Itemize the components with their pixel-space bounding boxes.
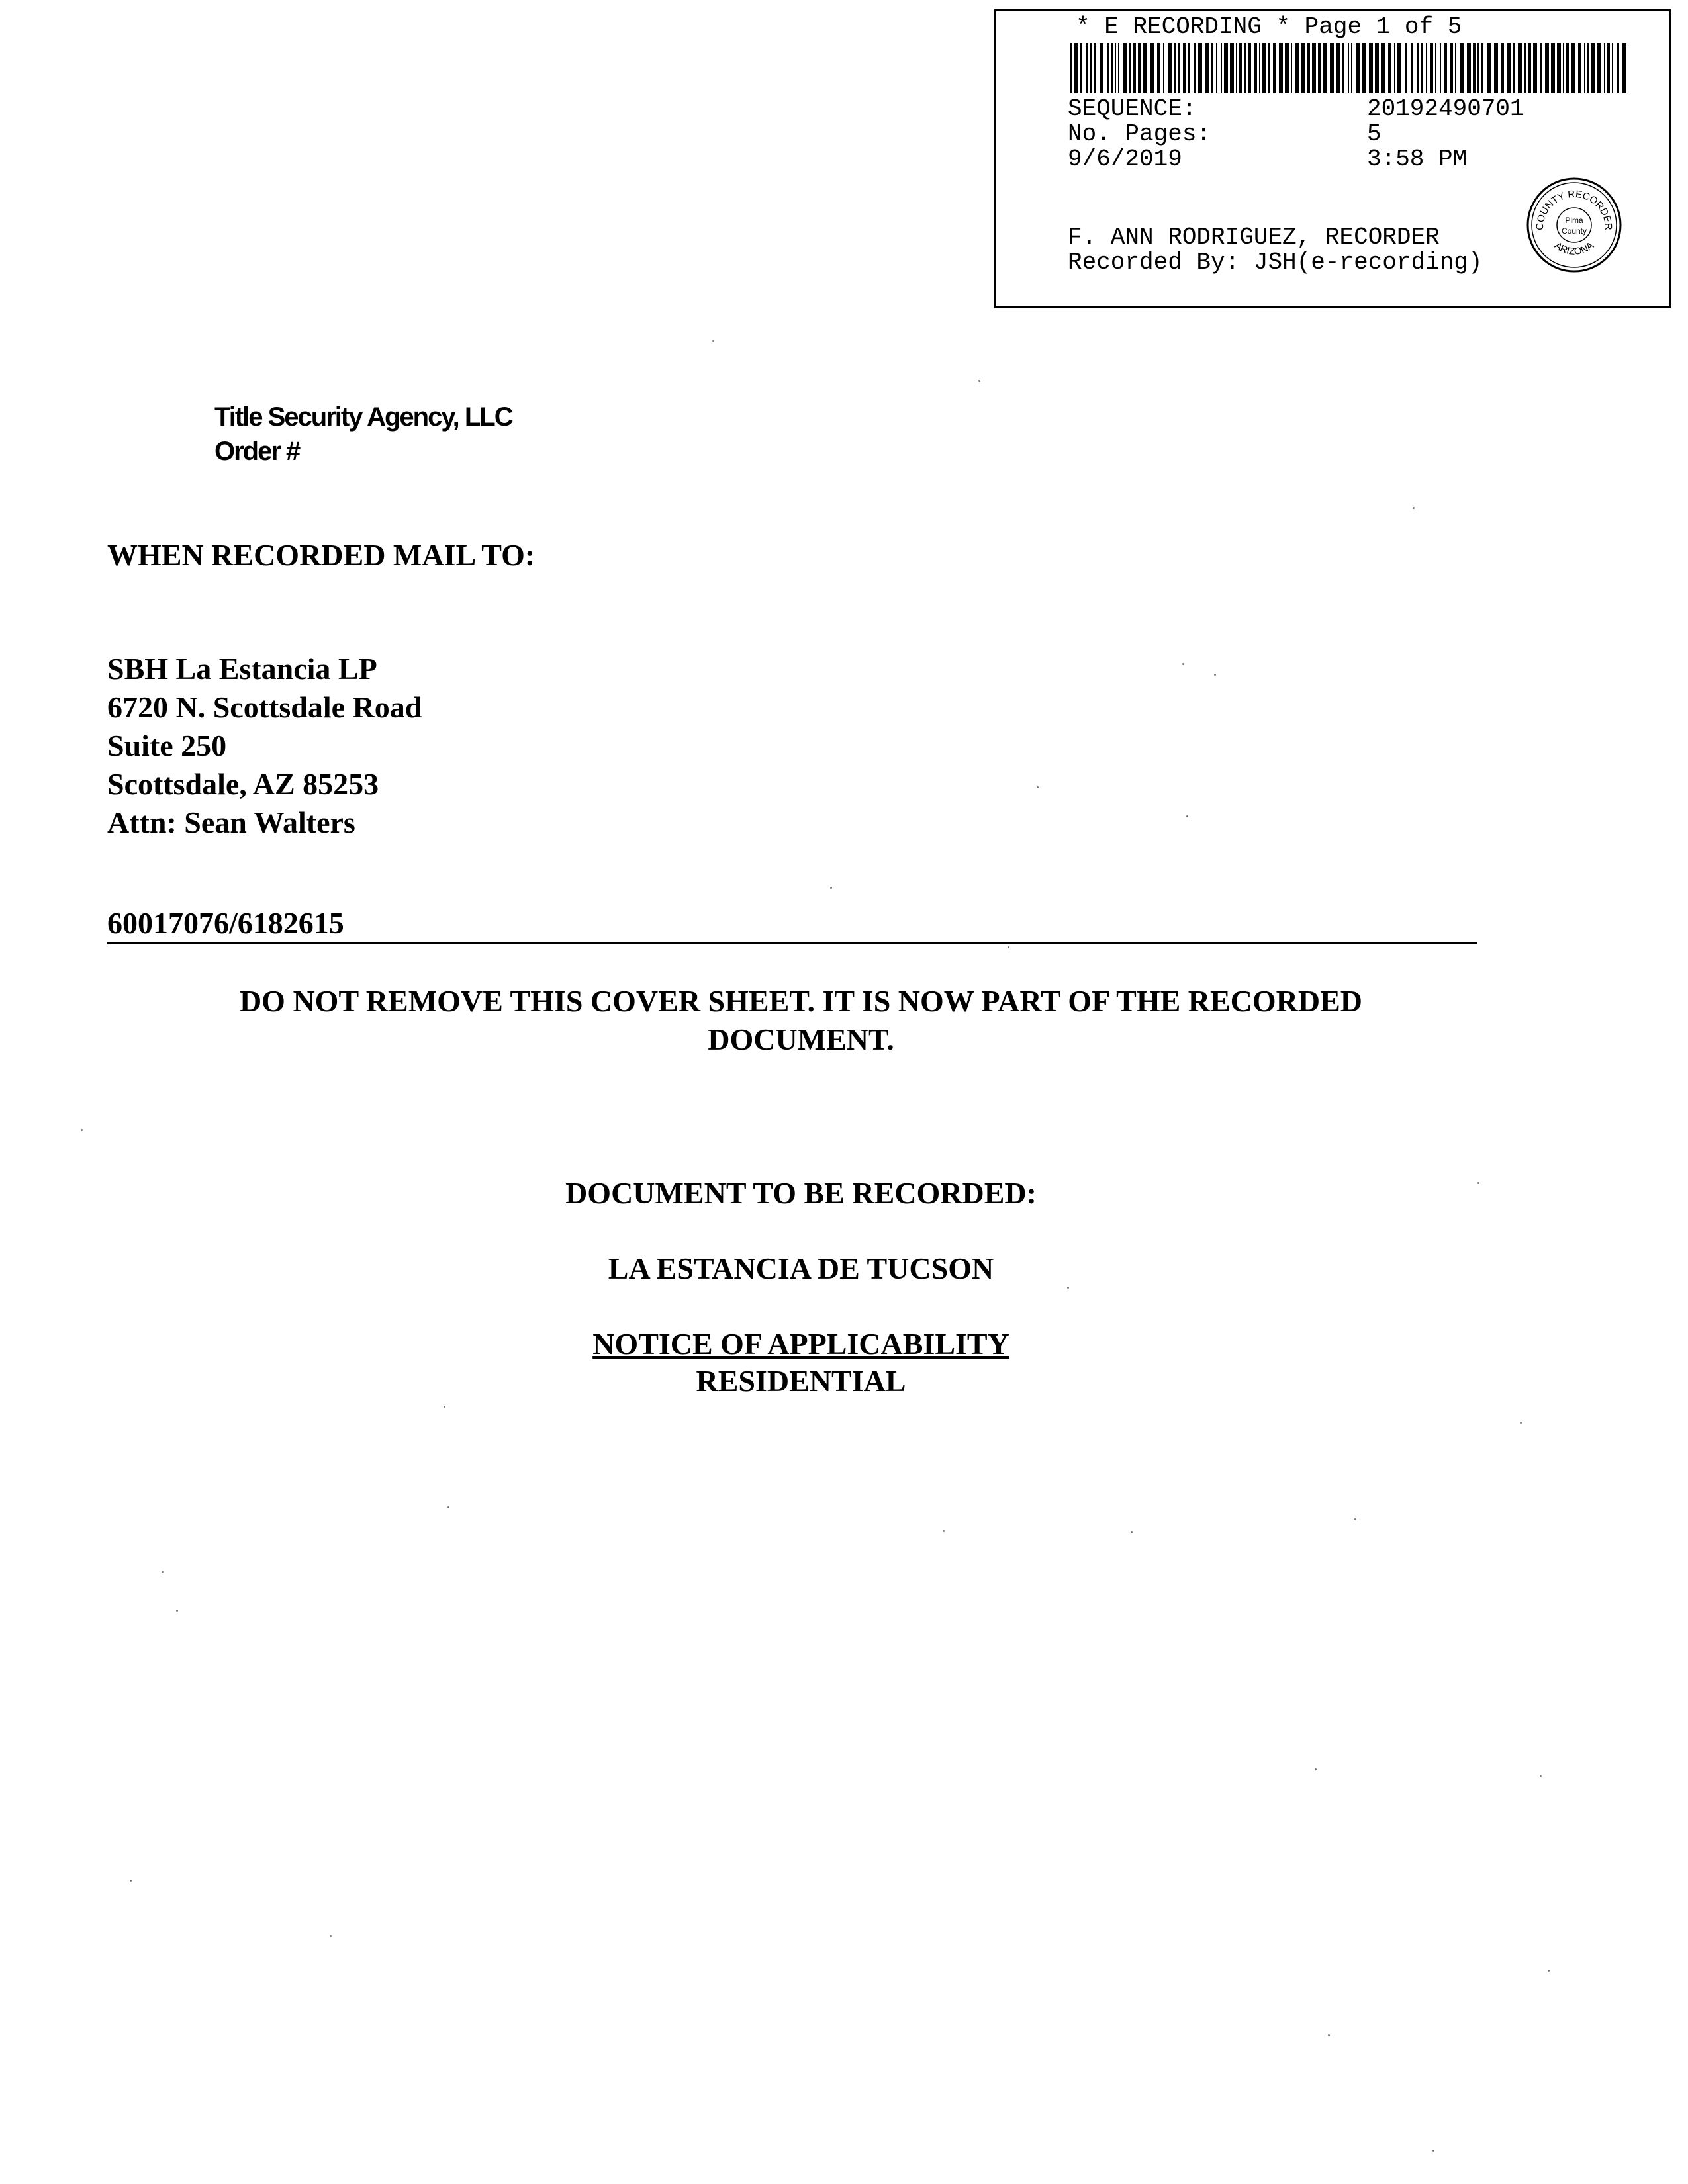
- scan-speck: [978, 380, 980, 382]
- barcode-bar: [1513, 43, 1515, 93]
- barcode-bar: [1473, 43, 1476, 93]
- barcode-bar: [1183, 43, 1186, 93]
- scan-speck: [1214, 674, 1216, 676]
- barcode-bar: [1111, 43, 1113, 93]
- barcode-bar: [1421, 43, 1423, 93]
- barcode-bar: [1070, 43, 1072, 93]
- barcode-bar: [1198, 43, 1202, 93]
- barcode-bar: [1455, 43, 1456, 93]
- scan-speck: [1540, 1775, 1542, 1777]
- barcode-bar: [1259, 43, 1260, 93]
- scan-speck: [162, 1571, 164, 1573]
- barcode-bar: [1578, 43, 1581, 93]
- document-title: NOTICE OF APPLICABILITY: [592, 1327, 1009, 1361]
- notice-line-1: DO NOT REMOVE THIS COVER SHEET. IT IS NOW PART OF THE RECORDED: [239, 984, 1363, 1018]
- sequence-value: 20192490701: [1367, 95, 1524, 122]
- barcode-bar: [1426, 43, 1427, 93]
- barcode-bar: [1411, 43, 1413, 93]
- barcode-bar: [1551, 43, 1555, 93]
- barcode-bar: [1417, 43, 1419, 93]
- barcode-bar: [1342, 43, 1344, 93]
- barcode-bar: [1138, 43, 1141, 93]
- barcode-bar: [1591, 43, 1595, 93]
- barcode-bar: [1440, 43, 1441, 93]
- barcode-bar: [1444, 43, 1447, 93]
- barcode-bar: [1494, 43, 1498, 93]
- county-recorder-seal: [1524, 175, 1624, 275]
- order-number: 60017076/6182615: [107, 906, 344, 940]
- document-heading: DOCUMENT TO BE RECORDED:: [565, 1176, 1037, 1210]
- mail-to-heading: WHEN RECORDED MAIL TO:: [107, 538, 536, 572]
- scan-speck: [1413, 507, 1415, 509]
- barcode-bar: [1362, 43, 1366, 93]
- barcode-bar: [1216, 43, 1217, 93]
- barcode-bar: [1557, 43, 1561, 93]
- barcode-bar: [1467, 43, 1471, 93]
- barcode-bar: [1604, 43, 1605, 93]
- agency-name: Title Security Agency, LLC: [214, 402, 512, 432]
- barcode-bar: [1168, 43, 1172, 93]
- barcode-bar: [1622, 43, 1626, 93]
- document-subtitle: RESIDENTIAL: [696, 1364, 906, 1398]
- barcode-bar: [1074, 43, 1078, 93]
- barcode-bar: [1211, 43, 1213, 93]
- seal-top-text: COUNTY RECORDER: [1534, 188, 1615, 231]
- scan-speck: [1520, 1422, 1522, 1424]
- recorder-name: F. ANN RODRIGUEZ, RECORDER: [1068, 224, 1440, 251]
- barcode-bar: [1174, 43, 1176, 93]
- barcode-bar: [1224, 43, 1228, 93]
- scan-speck: [1182, 663, 1184, 665]
- mail-to-line: Scottsdale, AZ 85253: [107, 767, 379, 801]
- barcode-bar: [1254, 43, 1257, 93]
- barcode-bar: [1143, 43, 1147, 93]
- agency-order: Order #: [214, 437, 300, 466]
- barcode-bar: [1268, 43, 1270, 93]
- barcode-bar: [1285, 43, 1289, 93]
- barcode-bar: [1528, 43, 1531, 93]
- barcode-bar: [1100, 43, 1103, 93]
- barcode-bar: [1507, 43, 1511, 93]
- barcode-bar: [1607, 43, 1610, 93]
- scan-speck: [1008, 946, 1009, 948]
- scan-speck: [1186, 815, 1188, 817]
- pages-value: 5: [1367, 120, 1382, 148]
- pages-label: No. Pages:: [1068, 120, 1211, 148]
- barcode-bar: [1236, 43, 1237, 93]
- barcode-bar: [1312, 43, 1316, 93]
- barcode-bar: [1533, 43, 1537, 93]
- barcode-bar: [1612, 43, 1613, 93]
- scan-speck: [1477, 1182, 1479, 1184]
- barcode-bar: [1597, 43, 1601, 93]
- barcode-bar: [1150, 43, 1154, 93]
- barcode-bar: [1323, 43, 1327, 93]
- barcode-bar: [1617, 43, 1619, 93]
- scan-speck: [712, 340, 714, 342]
- barcode-bar: [1518, 43, 1522, 93]
- barcode-bar: [1388, 43, 1391, 93]
- barcode-bar: [1129, 43, 1131, 93]
- barcode-bar: [1397, 43, 1401, 93]
- barcode-bar: [1540, 43, 1542, 93]
- barcode-bar: [1318, 43, 1321, 93]
- recorded-by: Recorded By: JSH(e-recording): [1068, 249, 1483, 276]
- barcode-bar: [1163, 43, 1164, 93]
- barcode-bar: [1205, 43, 1209, 93]
- barcode-bar: [1487, 43, 1491, 93]
- scan-speck: [830, 887, 832, 889]
- seal-bottom-text: ARIZONA: [1552, 240, 1596, 257]
- barcode-bar: [1244, 43, 1246, 93]
- scan-speck: [1548, 1970, 1550, 1972]
- document-title-wrap: [106, 1325, 1496, 1363]
- barcode-bar: [1405, 43, 1407, 93]
- barcode-bar: [1086, 43, 1088, 93]
- barcode-bar: [1262, 43, 1266, 93]
- barcode-bar: [1230, 43, 1234, 93]
- scan-speck: [1067, 1287, 1069, 1289]
- barcode-bar: [1430, 43, 1433, 93]
- order-underline: [107, 942, 1477, 944]
- barcode-bar: [1566, 43, 1569, 93]
- barcode-bar: [1115, 43, 1116, 93]
- barcode-bar: [1123, 43, 1127, 93]
- barcode-bar: [1435, 43, 1436, 93]
- barcode-bar: [1375, 43, 1379, 93]
- barcode-bar: [1381, 43, 1385, 93]
- mail-to-line: Attn: Sean Walters: [107, 805, 355, 839]
- scan-speck: [444, 1406, 445, 1408]
- scan-speck: [1315, 1768, 1317, 1770]
- mail-to-line: SBH La Estancia LP: [107, 652, 377, 686]
- barcode-bar: [1450, 43, 1453, 93]
- barcode-bar: [1477, 43, 1479, 93]
- barcode-bar: [1107, 43, 1109, 93]
- document-name: LA ESTANCIA DE TUCSON: [608, 1251, 994, 1285]
- barcode-bar: [1080, 43, 1082, 93]
- barcode-bar: [1351, 43, 1352, 93]
- barcode-bar: [1394, 43, 1395, 93]
- seal-center-line1: Pima: [1565, 216, 1583, 225]
- scan-speck: [1354, 1518, 1356, 1520]
- recording-stamp: [994, 9, 1671, 308]
- scan-speck: [1432, 2150, 1434, 2152]
- barcode-bar: [1094, 43, 1096, 93]
- barcode-bar: [1301, 43, 1305, 93]
- scan-speck: [447, 1506, 449, 1508]
- barcode-bar: [1307, 43, 1310, 93]
- barcode-bar: [1584, 43, 1585, 93]
- barcode-bar: [1239, 43, 1242, 93]
- barcode-bar: [1273, 43, 1276, 93]
- barcode-bar: [1291, 43, 1292, 93]
- barcode-bar: [1545, 43, 1549, 93]
- barcode-bar: [1279, 43, 1283, 93]
- barcode-bar: [1481, 43, 1483, 93]
- barcode-bar: [1501, 43, 1504, 93]
- barcode-bar: [1369, 43, 1373, 93]
- scan-speck: [176, 1610, 178, 1612]
- barcode-bar: [1563, 43, 1564, 93]
- scan-speck: [330, 1935, 332, 1937]
- barcode-bar: [1295, 43, 1299, 93]
- barcode-bar: [1090, 43, 1092, 93]
- barcode-bar: [1524, 43, 1526, 93]
- barcode-bar: [1157, 43, 1160, 93]
- scan-speck: [130, 1880, 132, 1882]
- notice-line-2: DOCUMENT.: [708, 1023, 894, 1056]
- barcode-bar: [1348, 43, 1349, 93]
- barcode-bar: [1188, 43, 1190, 93]
- seal-center-line2: County: [1561, 226, 1587, 236]
- barcode-bar: [1587, 43, 1589, 93]
- barcode-bar: [1221, 43, 1222, 93]
- barcode-bar: [1178, 43, 1180, 93]
- barcode-bar: [1356, 43, 1360, 93]
- barcode-bar: [1194, 43, 1196, 93]
- barcode-bar: [1133, 43, 1136, 93]
- scan-speck: [81, 1129, 83, 1131]
- scan-speck: [1328, 2034, 1330, 2036]
- scan-speck: [1131, 1531, 1133, 1533]
- barcode-bar: [1336, 43, 1340, 93]
- mail-to-line: Suite 250: [107, 729, 227, 762]
- barcode-bar: [1118, 43, 1119, 93]
- mail-to-line: 6720 N. Scottsdale Road: [107, 690, 422, 724]
- barcode-bar: [1248, 43, 1251, 93]
- sequence-label: SEQUENCE:: [1068, 95, 1197, 122]
- stamp-header: * E RECORDING * Page 1 of 5: [1076, 13, 1462, 40]
- record-time: 3:58 PM: [1367, 146, 1468, 173]
- barcode: [1070, 43, 1629, 93]
- barcode-bar: [1460, 43, 1464, 93]
- scan-speck: [1037, 786, 1039, 788]
- record-date: 9/6/2019: [1068, 146, 1182, 173]
- scan-speck: [943, 1530, 945, 1532]
- barcode-bar: [1571, 43, 1575, 93]
- barcode-bar: [1330, 43, 1334, 93]
